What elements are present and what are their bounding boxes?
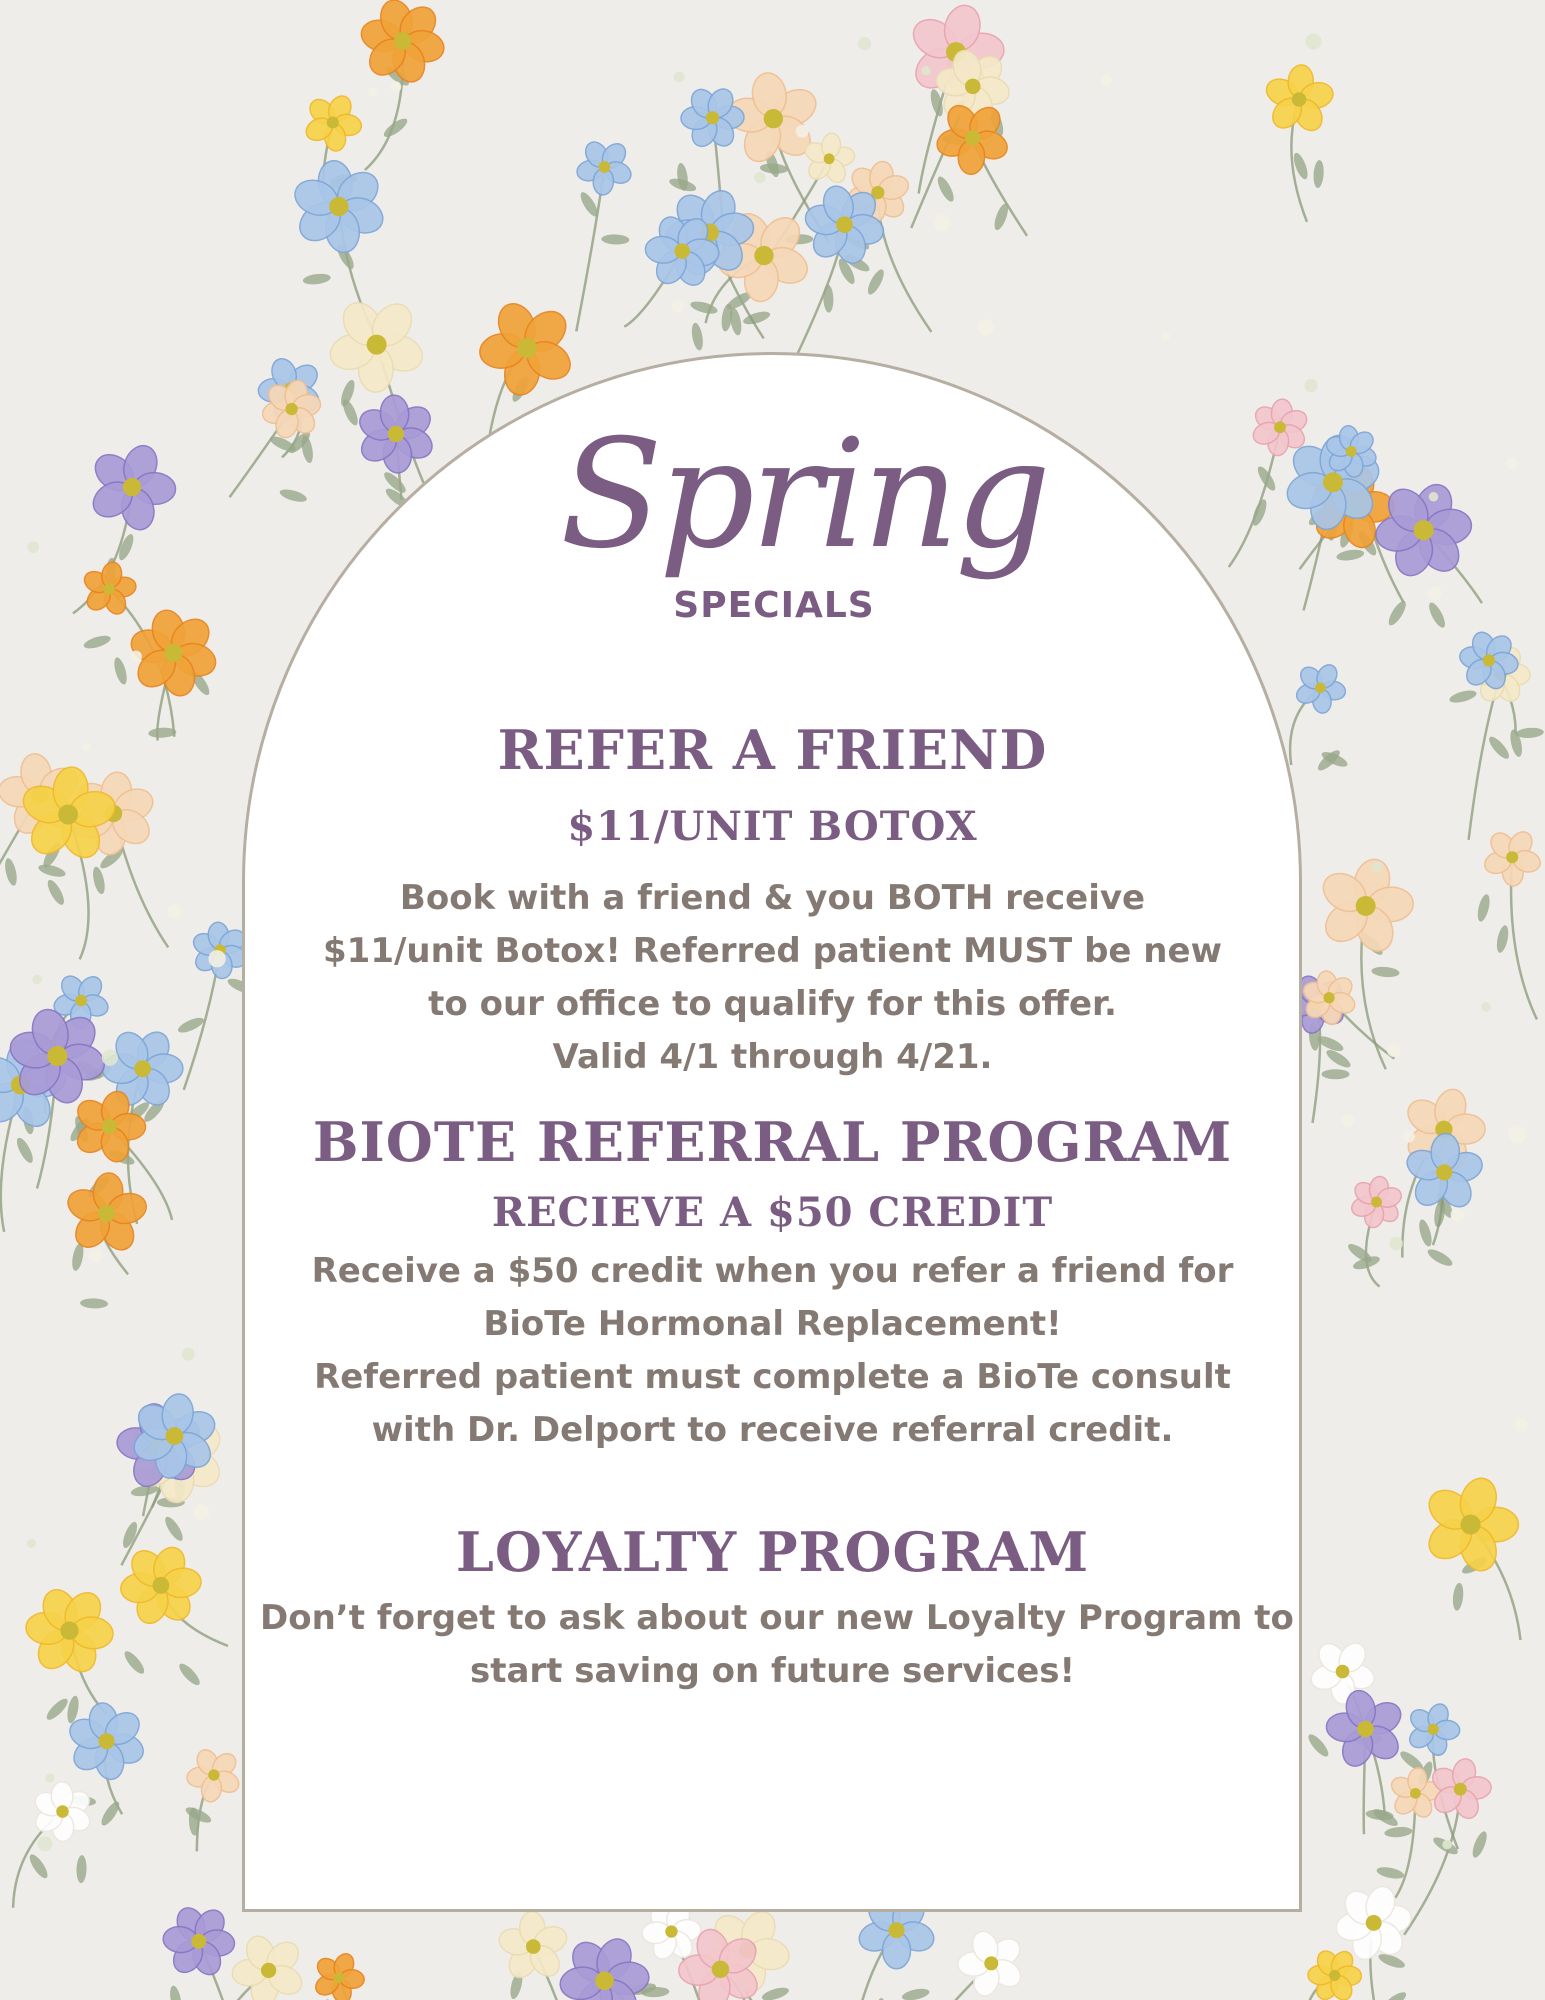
body-line: to our office to qualify for this offer. <box>428 984 1117 1024</box>
body-line: Don’t forget to ask about our new Loyalty Program to <box>260 1598 1294 1638</box>
body-line: BioTe Hormonal Replacement! <box>483 1304 1062 1344</box>
logo-specials: SPECIALS <box>673 585 875 626</box>
section-body-loyalty <box>260 1592 1294 1698</box>
section-body-biote <box>260 1245 1285 1457</box>
section-title-refer: REFER A FRIEND <box>497 718 1048 782</box>
body-line: with Dr. Delport to receive referral credit. <box>371 1410 1174 1450</box>
section-title-loyalty: LOYALTY PROGRAM <box>455 1520 1090 1584</box>
body-line: Referred patient must complete a BioTe consult <box>314 1357 1231 1397</box>
body-line: Receive a $50 credit when you refer a friend for <box>311 1251 1234 1291</box>
body-line: start saving on future services! <box>469 1651 1076 1691</box>
section-body-refer <box>260 872 1285 1084</box>
section-title-biote: BIOTE REFERRAL PROGRAM <box>312 1110 1233 1174</box>
logo-script-spring: Spring <box>560 408 1048 582</box>
body-line: Book with a friend & you BOTH receive <box>399 878 1146 918</box>
body-line: $11/unit Botox! Referred patient MUST be new <box>323 931 1222 971</box>
body-line: Valid 4/1 through 4/21. <box>552 1037 993 1077</box>
section-subtitle-biote: RECIEVE A $50 CREDIT <box>491 1189 1054 1236</box>
section-subtitle-refer: $11/UNIT BOTOX <box>567 803 978 850</box>
